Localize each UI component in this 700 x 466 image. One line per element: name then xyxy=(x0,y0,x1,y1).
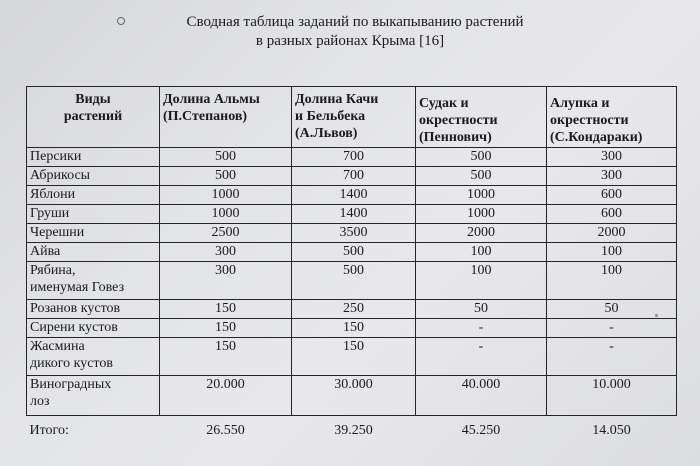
value-cell: 700 xyxy=(292,148,416,167)
header-line: окрестности xyxy=(419,113,498,128)
value-cell: 1000 xyxy=(160,205,292,224)
table-row xyxy=(27,148,677,167)
value-cell: 500 xyxy=(416,148,547,167)
value-cell: 100 xyxy=(416,262,547,300)
total-value: 14.050 xyxy=(592,423,631,438)
species-cell: Черешни xyxy=(27,224,160,243)
table-row xyxy=(27,262,677,300)
species-line: дикого кустов xyxy=(30,356,113,371)
value-cell: - xyxy=(547,338,677,376)
value-cell: 600 xyxy=(547,205,677,224)
header-line: окрестности xyxy=(550,113,629,128)
value-cell: 150 xyxy=(160,319,292,338)
header-line: и Бельбека xyxy=(295,109,366,124)
species-line: Виноградных xyxy=(30,377,112,392)
value-cell: 500 xyxy=(292,262,416,300)
value-cell: 100 xyxy=(547,243,677,262)
species-cell: Розанов кустов xyxy=(27,300,160,319)
value-cell: 2000 xyxy=(547,224,677,243)
value-cell: - xyxy=(416,338,547,376)
species-cell xyxy=(27,262,160,300)
value-cell: 500 xyxy=(160,148,292,167)
value-cell: 1400 xyxy=(292,186,416,205)
total-value: 26.550 xyxy=(206,423,245,438)
value-cell: 2000 xyxy=(416,224,547,243)
value-cell: 150 xyxy=(292,319,416,338)
species-cell: Груши xyxy=(27,205,160,224)
table-row xyxy=(27,319,677,338)
value-cell: 50 xyxy=(416,300,547,319)
header-line: (П.Степанов) xyxy=(163,109,248,124)
value-cell: 150 xyxy=(160,338,292,376)
header-line: Виды xyxy=(75,92,111,107)
value-cell: 250 xyxy=(292,300,416,319)
value-cell: 3500 xyxy=(292,224,416,243)
table-row xyxy=(27,376,677,416)
species-cell: Абрикосы xyxy=(27,167,160,186)
species-cell: Сирени кустов xyxy=(27,319,160,338)
total-row xyxy=(27,416,677,440)
value-cell: 300 xyxy=(160,262,292,300)
value-cell: 10.000 xyxy=(547,376,677,416)
title-line-1: Сводная таблица заданий по выкапыванию растений xyxy=(186,14,524,30)
value-cell: - xyxy=(547,319,677,338)
header-line: Долина Качи xyxy=(295,92,379,107)
total-value: 39.250 xyxy=(334,423,373,438)
table-row xyxy=(27,167,677,186)
value-cell: 500 xyxy=(160,167,292,186)
table-row xyxy=(27,243,677,262)
value-cell: 150 xyxy=(160,300,292,319)
paper-speck xyxy=(655,314,658,317)
header-line: Алупка и xyxy=(550,96,610,111)
value-cell: 500 xyxy=(292,243,416,262)
header-kacha-belbek-valley xyxy=(292,87,416,148)
table-row xyxy=(27,186,677,205)
species-cell: Персики xyxy=(27,148,160,167)
header-line: Долина Альмы xyxy=(163,92,260,107)
species-cell: Яблони xyxy=(27,186,160,205)
header-line: Судак и xyxy=(419,96,469,111)
table-row xyxy=(27,205,677,224)
value-cell: 2500 xyxy=(160,224,292,243)
value-cell: 1000 xyxy=(416,186,547,205)
table-row xyxy=(27,224,677,243)
value-cell: - xyxy=(416,319,547,338)
value-cell: 300 xyxy=(547,167,677,186)
header-line: (Пеннович) xyxy=(419,130,492,145)
species-line: именумая Говез xyxy=(30,280,125,295)
value-cell: 700 xyxy=(292,167,416,186)
value-cell: 150 xyxy=(292,338,416,376)
value-cell: 1000 xyxy=(160,186,292,205)
header-alma-valley xyxy=(160,87,292,148)
value-cell: 50 xyxy=(547,300,677,319)
total-label: Итого: xyxy=(29,423,69,438)
value-cell: 20.000 xyxy=(160,376,292,416)
value-cell: 30.000 xyxy=(292,376,416,416)
value-cell: 300 xyxy=(547,148,677,167)
value-cell: 1400 xyxy=(292,205,416,224)
document-title xyxy=(0,13,700,51)
header-species xyxy=(27,87,160,148)
total-value: 45.250 xyxy=(461,423,501,438)
species-cell xyxy=(27,338,160,376)
title-line-2: в разных районах Крыма [16] xyxy=(255,33,445,49)
value-cell: 500 xyxy=(416,167,547,186)
table-row xyxy=(27,338,677,376)
value-cell: 40.000 xyxy=(416,376,547,416)
value-cell: 1000 xyxy=(416,205,547,224)
species-line: Рябина, xyxy=(30,263,76,278)
header-line: растений xyxy=(63,109,123,124)
value-cell: 100 xyxy=(416,243,547,262)
table-row xyxy=(27,300,677,319)
value-cell: 100 xyxy=(547,262,677,300)
header-row xyxy=(27,87,677,148)
header-line: (А.Львов) xyxy=(295,126,358,141)
summary-table xyxy=(26,86,677,439)
header-sudak xyxy=(416,87,547,148)
species-line: лоз xyxy=(30,394,50,409)
species-line: Жасмина xyxy=(30,339,85,354)
species-cell xyxy=(27,376,160,416)
value-cell: 600 xyxy=(547,186,677,205)
value-cell: 300 xyxy=(160,243,292,262)
species-cell: Айва xyxy=(27,243,160,262)
header-alupka xyxy=(547,87,677,148)
header-line: (С.Кондараки) xyxy=(550,130,643,145)
